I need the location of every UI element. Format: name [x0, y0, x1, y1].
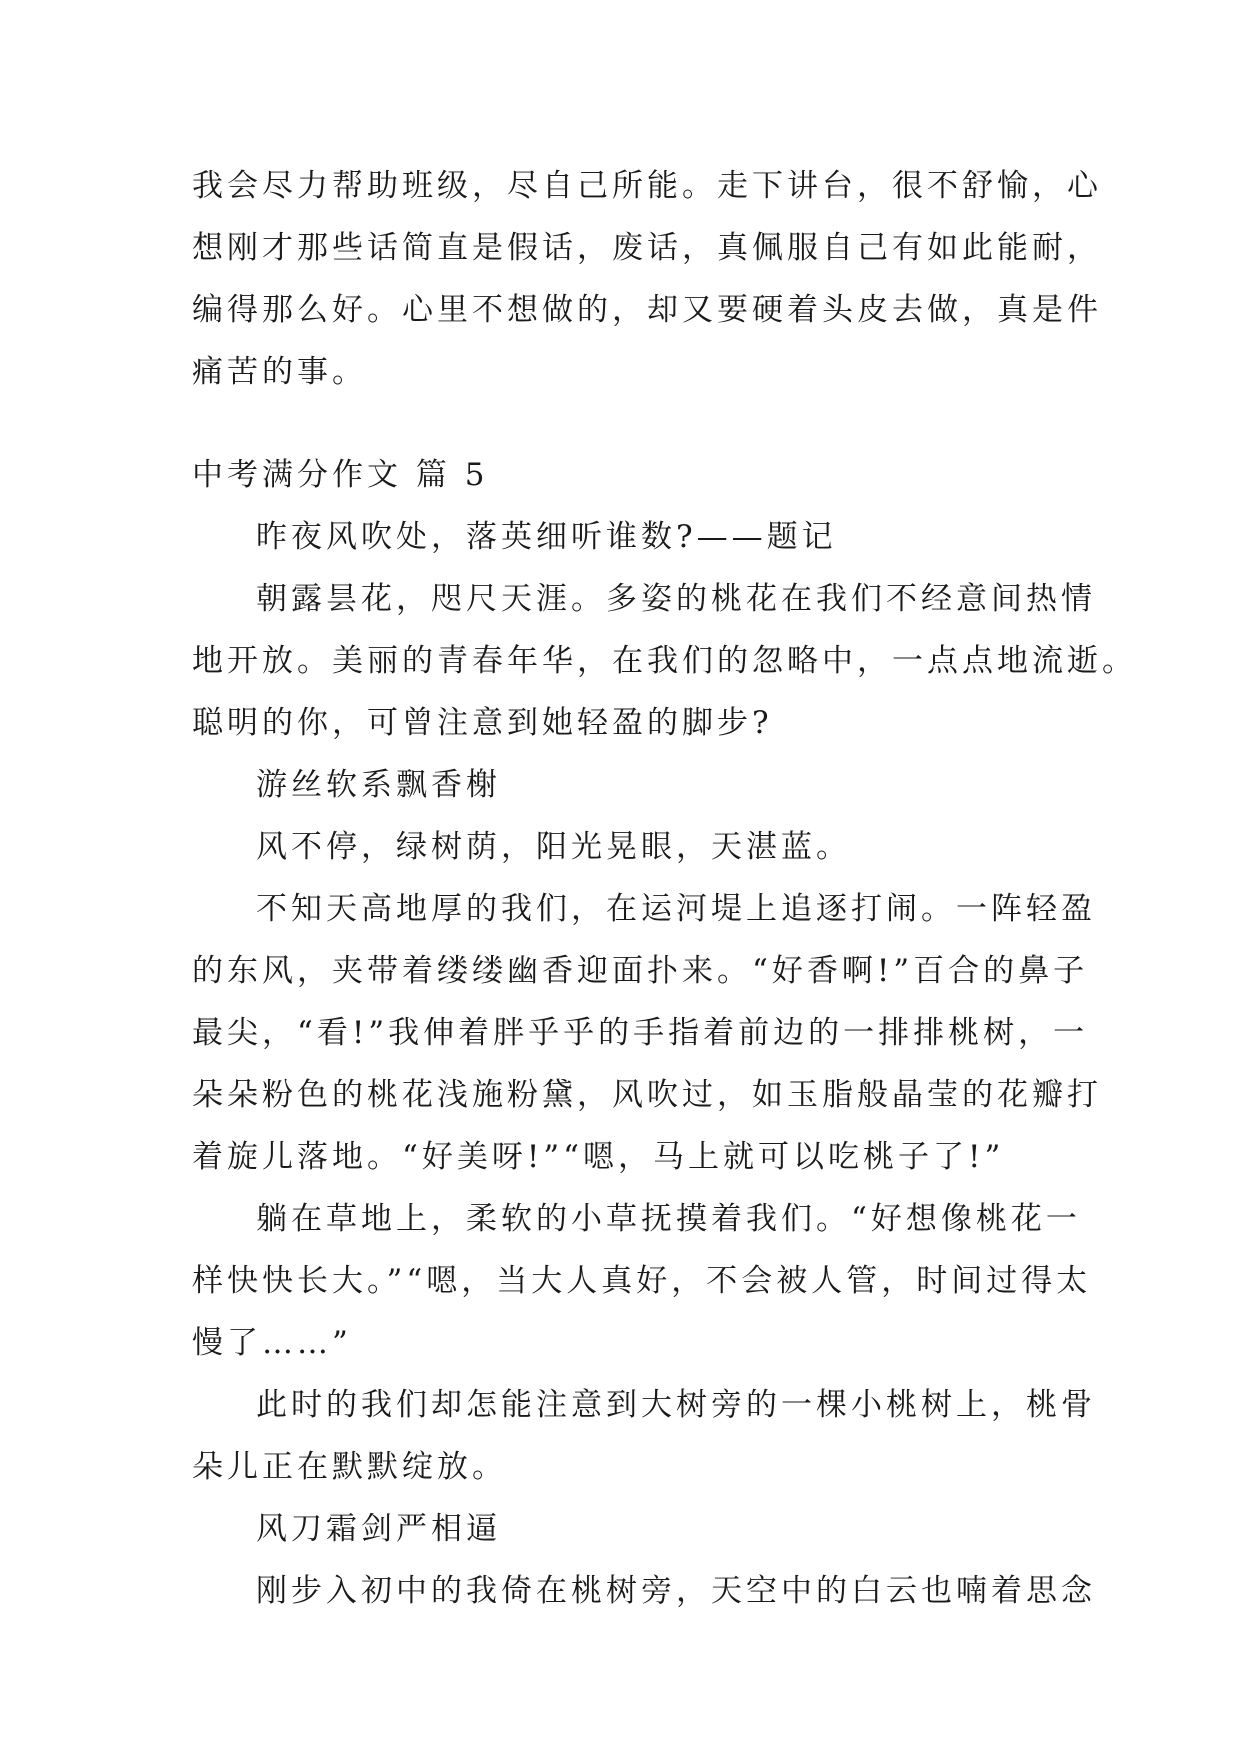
paragraph-line: 此时的我们却怎能注意到大树旁的一棵小桃树上，桃骨 [256, 1387, 1096, 1423]
paragraph-line: 样快快长大。”“嗯，当大人真好，不会被人管，时间过得太 [192, 1263, 1092, 1299]
paragraph-line: 刚步入初中的我倚在桃树旁，天空中的白云也喃着思念 [256, 1573, 1096, 1609]
paragraph-line: 躺在草地上，柔软的小草抚摸着我们。“好想像桃花一 [256, 1201, 1081, 1237]
paragraph-line: 慢了……” [192, 1325, 352, 1361]
paragraph-line: 朵儿正在默默绽放。 [192, 1449, 507, 1485]
paragraph-line: 着旋儿落地。“好美呀!”“嗯，马上就可以吃桃子了!” [192, 1139, 1005, 1175]
paragraph-line: 不知天高地厚的我们，在运河堤上追逐打闹。一阵轻盈 [256, 891, 1096, 927]
paragraph-line: 地开放。美丽的青春年华，在我们的忽略中，一点点地流逝。 [192, 643, 1137, 679]
paragraph-line: 风不停，绿树荫，阳光晃眼，天湛蓝。 [256, 829, 851, 865]
paragraph-line: 朵朵粉色的桃花浅施粉黛，风吹过，如玉脂般晶莹的花瓣打 [192, 1077, 1102, 1113]
paragraph-line: 编得那么好。心里不想做的，却又要硬着头皮去做，真是件 [192, 292, 1102, 328]
paragraph-line: 最尖，“看!”我伸着胖乎乎的手指着前边的一排排桃树，一 [192, 1015, 1089, 1051]
paragraph-line: 我会尽力帮助班级，尽自己所能。走下讲台，很不舒愉，心 [192, 168, 1102, 204]
paragraph-line: 朝露昙花，咫尺天涯。多姿的桃花在我们不经意间热情 [256, 581, 1096, 617]
subheading: 风刀霜剑严相逼 [256, 1511, 501, 1547]
paragraph-line: 聪明的你，可曾注意到她轻盈的脚步? [192, 705, 773, 741]
paragraph-line: 痛苦的事。 [192, 354, 367, 390]
paragraph-line: 想刚才那些话简直是假话，废话，真佩服自己有如此能耐， [192, 230, 1102, 266]
subheading: 游丝软系飘香榭 [256, 767, 501, 803]
epigraph-line: 昨夜风吹处，落英细听谁数?——题记 [256, 519, 837, 555]
paragraph-line: 的东风，夹带着缕缕幽香迎面扑来。“好香啊!”百合的鼻子 [192, 953, 1089, 989]
section-heading: 中考满分作文 篇 5 [192, 457, 489, 493]
